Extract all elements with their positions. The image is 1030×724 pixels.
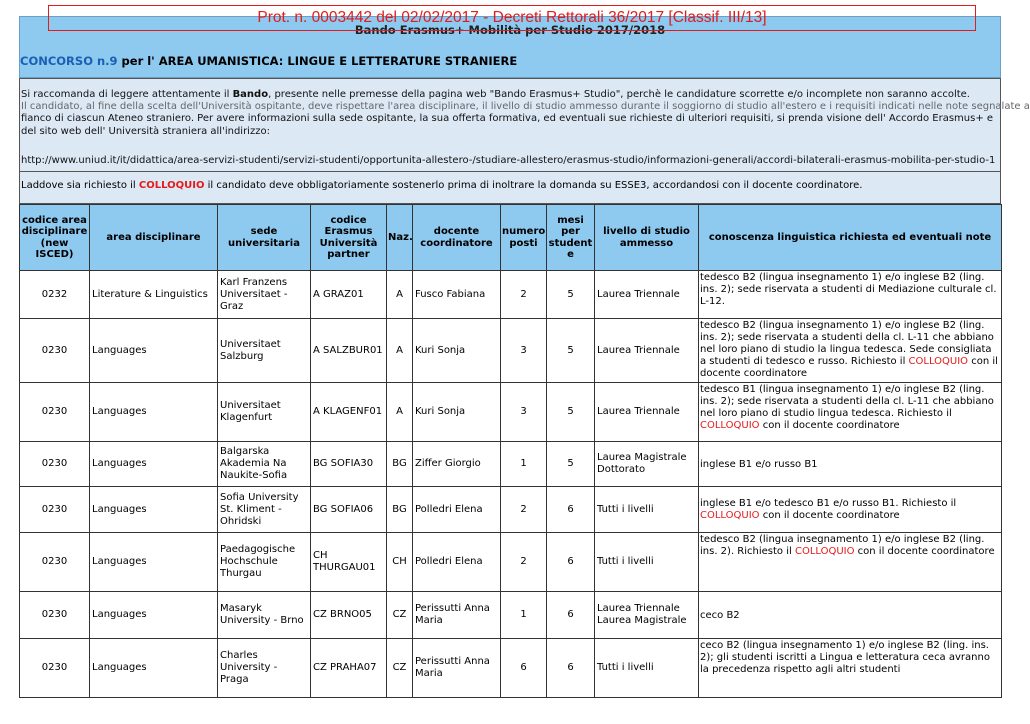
cell-note [699, 639, 1002, 698]
instructions-paragraph-2 [20, 101, 1030, 154]
cell-livello: Laurea Triennale [595, 383, 699, 442]
colloquio-text: il candidato deve obbligatoriamente sostenerlo prima di inoltrare la domanda su ESSE3, accordandosi con il docente coordinatore. [204, 180, 863, 191]
col-header-note: conoscenza linguistica richiesta ed eventuali note [699, 205, 1002, 271]
table-row [20, 319, 1002, 383]
cell-isced: 0230 [20, 319, 90, 383]
col-header-numero: numero posti [501, 205, 547, 271]
cell-posti: 2 [501, 487, 547, 533]
cell-posti: 2 [501, 533, 547, 592]
cell-livello: Laurea Triennale [595, 319, 699, 383]
table-row [20, 442, 1002, 487]
cell-naz: CZ [387, 639, 413, 698]
col-header-codice: codice Erasmus Università partner [311, 205, 387, 271]
cell-docente: Perissutti Anna Maria [413, 592, 501, 639]
table-row [20, 487, 1002, 533]
cell-isced: 0232 [20, 271, 90, 319]
cell-note [699, 442, 1002, 487]
cell-posti: 3 [501, 383, 547, 442]
note-text: con il docente coordinatore [854, 546, 995, 557]
cell-note [699, 383, 1002, 442]
bando-title: Bando Erasmus+ Mobilità per Studio 2017/2018 [354, 23, 666, 37]
agreements-link[interactable]: http://www.uniud.it/it/didattica/area-servizi-studenti/servizi-studenti/opportunita-allestero-/studiare-allestero/erasmus-studio/informazioni-generali/accordi-bilaterali-erasmus-mobilita-per-studio-1 [21, 155, 996, 166]
instructions-box [19, 78, 1030, 172]
cell-sede: Universitaet Klagenfurt [218, 383, 311, 442]
cell-docente: Perissutti Anna Maria [413, 639, 501, 698]
cell-codice: A SALZBUR01 [311, 319, 387, 383]
concorso-area: per l' AREA UMANISTICA: LINGUE E LETTERATURE STRANIERE [117, 54, 518, 68]
note-colloquio: COLLOQUIO [700, 510, 760, 521]
cell-codice: CZ PRAHA07 [311, 639, 387, 698]
note-colloquio: COLLOQUIO [700, 420, 760, 431]
col-header-area: area disciplinare [90, 205, 218, 271]
cell-isced: 0230 [20, 487, 90, 533]
cell-area: Languages [90, 383, 218, 442]
cell-codice: BG SOFIA06 [311, 487, 387, 533]
cell-note [699, 533, 1002, 592]
cell-livello: Laurea Triennale [595, 271, 699, 319]
table-row [20, 592, 1002, 639]
note-colloquio: COLLOQUIO [794, 546, 855, 557]
cell-mesi: 6 [547, 533, 595, 592]
col-header-sede: sede universitaria [218, 205, 311, 271]
cell-isced: 0230 [20, 533, 90, 592]
cell-sede: Universitaet Salzburg [218, 319, 311, 383]
cell-isced: 0230 [20, 383, 90, 442]
cell-livello: Tutti i livelli [595, 639, 699, 698]
cell-note [699, 319, 1002, 383]
cell-posti: 1 [501, 592, 547, 639]
note-text: con il docente coordinatore [759, 510, 900, 521]
cell-posti: 2 [501, 271, 547, 319]
cell-mesi: 6 [547, 487, 595, 533]
cell-mesi: 5 [547, 383, 595, 442]
document-page [19, 16, 1030, 698]
cell-mesi: 6 [547, 592, 595, 639]
note-text: con il docente coordinatore [759, 420, 900, 431]
col-header-naz: Naz. [387, 205, 413, 271]
cell-area: Languages [90, 442, 218, 487]
col-header-docente: docente coordinatore [413, 205, 501, 271]
cell-naz: A [387, 383, 413, 442]
cell-area: Languages [90, 319, 218, 383]
cell-docente: Kuri Sonja [413, 383, 501, 442]
cell-mesi: 6 [547, 639, 595, 698]
note-text: tedesco B2 (lingua insegnamento 1) e/o inglese B2 (ling. ins. 2); sede riservata a studenti di Mediazione culturale cl. L-12. [700, 272, 997, 307]
note-text: ceco B2 [700, 609, 740, 621]
cell-docente: Ziffer Giorgio [413, 442, 501, 487]
cell-mesi: 5 [547, 442, 595, 487]
cell-isced: 0230 [20, 592, 90, 639]
cell-livello: Laurea Magistrale Dottorato [595, 442, 699, 487]
cell-codice: A KLAGENF01 [311, 383, 387, 442]
cell-sede: Charles University - Praga [218, 639, 311, 698]
cell-posti: 3 [501, 319, 547, 383]
table-row [20, 533, 1002, 592]
cell-docente: Polledri Elena [413, 533, 501, 592]
instructions-text: fianco di ciascun Ateneo straniero. Per avere informazioni sulla sede ospitante, la sua offerta formativa, ed eventuali sue richieste di ulteriori requisiti, si prenda visione dell' Accordo Erasmus+ e del sito web dell' Università straniera all'indirizzo: [21, 113, 994, 137]
cell-docente: Polledri Elena [413, 487, 501, 533]
note-text: tedesco B2 (lingua insegnamento 1) e/o inglese B2 (ling. ins. 2); sede riservata a studenti della cl. L-11 che abbiano nel loro piano di studio la lingua tedesca. Sede consigliata a studenti di tedesco e russo. Richiesto il [700, 320, 994, 367]
cell-isced: 0230 [20, 639, 90, 698]
cell-codice: CH THURGAU01 [311, 533, 387, 592]
cell-area: Languages [90, 533, 218, 592]
cell-livello: Tutti i livelli [595, 487, 699, 533]
cell-area: Languages [90, 592, 218, 639]
table-row [20, 383, 1002, 442]
bando-emphasis: Bando [232, 89, 269, 100]
cell-livello: Laurea Triennale Laurea Magistrale [595, 592, 699, 639]
cell-posti: 6 [501, 639, 547, 698]
cell-naz: BG [387, 487, 413, 533]
table-header-row [20, 205, 1002, 271]
concorso-title [20, 54, 517, 68]
col-header-isced: codice area disciplinare (new ISCED) [20, 205, 90, 271]
colloquio-notice [19, 172, 1001, 204]
note-colloquio: COLLOQUIO [908, 356, 969, 367]
cell-isced: 0230 [20, 442, 90, 487]
cell-area: Languages [90, 639, 218, 698]
col-header-livello: livello di studio ammesso [595, 205, 699, 271]
cell-note [699, 592, 1002, 639]
note-text: ceco B2 (lingua insegnamento 1) e/o inglese B2 (ling. ins. 2); gli studenti iscritti a Lingua e letteratura ceca avranno la precedenza rispetto agli altri studenti [700, 640, 990, 675]
cell-sede: Karl Franzens Universitaet - Graz [218, 271, 311, 319]
table-row [20, 639, 1002, 698]
col-header-mesi: mesi per student e [547, 205, 595, 271]
cell-naz: A [387, 319, 413, 383]
concorso-number: CONCORSO n.9 [20, 54, 118, 68]
instructions-clipped-line: Il candidato, al fine della scelta dell'Università ospitante, deve rispettare l'area disciplinare, il livello di studio ammesso durante il soggiorno di studio all'estero e i requisiti indicati nelle note segnalate a [21, 101, 1030, 112]
cell-docente: Fusco Fabiana [413, 271, 501, 319]
cell-naz: A [387, 271, 413, 319]
note-text: tedesco B2 (lingua insegnamento 1) e/o inglese B2 (ling. ins. 2). Richiesto il [700, 534, 985, 557]
cell-codice: BG SOFIA30 [311, 442, 387, 487]
cell-sede: Masaryk University - Brno [218, 592, 311, 639]
cell-area: Literature & Linguistics [90, 271, 218, 319]
instructions-text: Si raccomanda di leggere attentamente il [21, 89, 233, 100]
cell-sede: Paedagogische Hochschule Thurgau [218, 533, 311, 592]
protocol-stamp: Prot. n. 0003442 del 02/02/2017 - Decreti Rettorali 36/2017 [Classif. III/13] [48, 5, 976, 31]
cell-note [699, 271, 1002, 319]
cell-codice: A GRAZ01 [311, 271, 387, 319]
table-row [20, 271, 1002, 319]
destinations-table [19, 204, 1002, 698]
cell-note [699, 487, 1002, 533]
note-text: inglese B1 e/o tedesco B1 e/o russo B1. Richiesto il [700, 498, 957, 509]
cell-codice: CZ BRNO05 [311, 592, 387, 639]
colloquio-keyword: COLLOQUIO [138, 180, 205, 191]
cell-mesi: 5 [547, 319, 595, 383]
colloquio-text: Laddove sia richiesto il [21, 180, 139, 191]
cell-posti: 1 [501, 442, 547, 487]
cell-livello: Tutti i livelli [595, 533, 699, 592]
note-text: con il docente coordinatore [700, 356, 998, 379]
instructions-text: , presente nelle premesse della pagina web "Bando Erasmus+ Studio", perchè le candidature scorrette e/o incomplete non saranno accolte. [268, 89, 970, 100]
cell-area: Languages [90, 487, 218, 533]
cell-naz: CH [387, 533, 413, 592]
cell-naz: CZ [387, 592, 413, 639]
note-text: inglese B1 e/o russo B1 [700, 458, 818, 470]
cell-naz: BG [387, 442, 413, 487]
cell-mesi: 5 [547, 271, 595, 319]
cell-docente: Kuri Sonja [413, 319, 501, 383]
cell-sede: Sofia University St. Kliment - Ohridski [218, 487, 311, 533]
cell-sede: Balgarska Akademia Na Naukite-Sofia [218, 442, 311, 487]
note-text: tedesco B1 (lingua insegnamento 1) e/o inglese B2 (ling. ins. 2); sede riservata a studenti della cl. L-11 che abbiano nel loro piano di studio lingua tedesca. Richiesto il [700, 384, 994, 419]
